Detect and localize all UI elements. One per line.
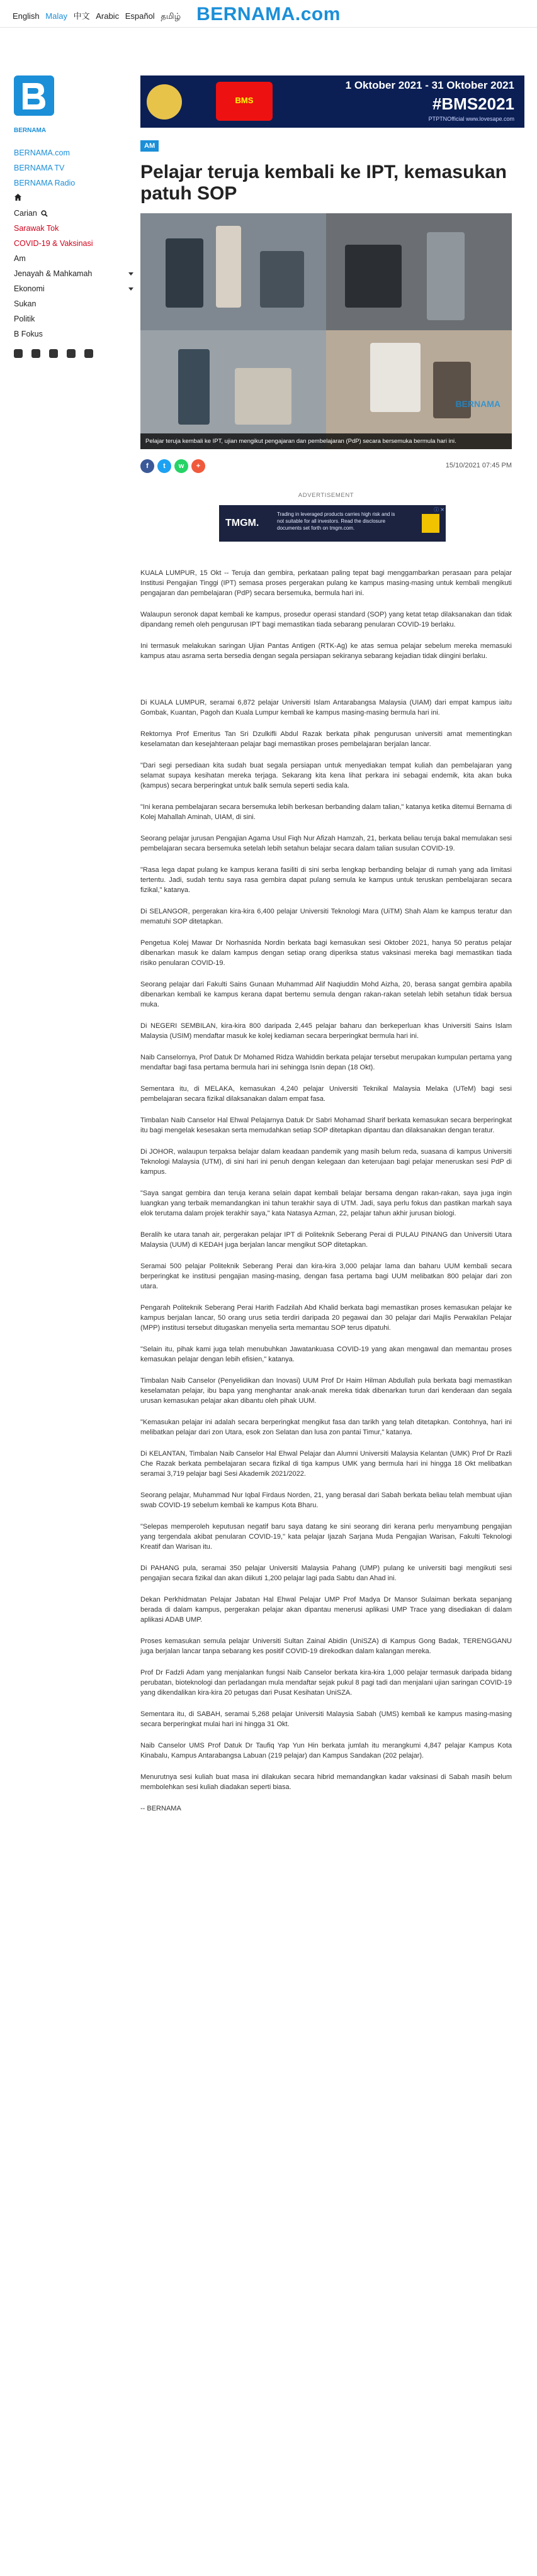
paragraph: "Kemasukan pelajar ini adalah secara berperingkat mengikut fasa dan tarikh yang telah ditetapkan. Contohnya, hari ini melibatkan pelajar dari zon Utara, esok zon Selatan dan lusa zon pantai Timur," katanya.	[140, 1419, 512, 1436]
share-more-icon[interactable]: +	[191, 459, 205, 473]
paragraph: "Selain itu, pihak kami juga telah menubuhkan Jawatankuasa COVID-19 yang akan mengawal dan memantau proses kemasukan pelajar dengan lebih efisien," katanya.	[140, 1346, 512, 1363]
paragraph: "Rasa lega dapat pulang ke kampus kerana fasiliti di sini serba lengkap berbanding belajar di rumah yang ada limitasi tertentu. Jadi, sudah tentu saya rasa gembira dapat pulang semula ke kampus untuk teruskan pembelajaran secara fizikal," katanya.	[140, 866, 512, 894]
paragraph: Proses kemasukan semula pelajar Universiti Sultan Zainal Abidin (UniSZA) di Kampus Gong Badak, TERENGGANU juga berjalan lancar tanpa sebarang kes positif COVID-19 direkodkan dalam kalangan mereka.	[140, 1637, 512, 1655]
paragraph: Di KUALA LUMPUR, seramai 6,872 pelajar Universiti Islam Antarabangsa Malaysia (UIAM) dari empat kampus iaitu Gombak, Kuantan, Pagoh dan Kuala Lumpur kembali ke kampus masing-masing bermula hari ini.	[140, 699, 512, 716]
sidebar-item-sarawak-tok[interactable]: Sarawak Tok	[14, 224, 59, 233]
paragraph: Rektornya Prof Emeritus Tan Sri Dzulkifli Abdul Razak berkata pihak pengurusan universiti amat mementingkan keselamatan dan kesejahteraan pelajar bagi memastikan proses pembelajaran berjalan lancar.	[140, 730, 512, 748]
chevron-down-icon	[128, 272, 133, 276]
article-body	[140, 568, 512, 1814]
paragraph: Seorang pelajar dari Fakulti Sains Gunaan Muhammad Alif Naqiuddin Mohd Aizha, 20, berasa sangat gembira apabila dibenarkan kembali ke kampus kerana dapat bertemu semula dengan rakan-rakan setelah lebih setahun tidak bersua muka.	[140, 981, 512, 1008]
paragraph: Menurutnya sesi kuliah buat masa ini dilakukan secara hibrid memandangkan kadar vaksinasi di Sabah masih belum membolehkan sesi kuliah diadakan seperti biasa.	[140, 1773, 512, 1791]
paragraph: Di KELANTAN, Timbalan Naib Canselor Hal Ehwal Pelajar dan Alumni Universiti Malaysia Kelantan (UMK) Prof Dr Razli Che Razak berkata pembelajaran secara fizikal di tiga kampus UMK yang bermula hari ini hingga 18 Okt melibatkan seramai 3,719 pelajar bagi Sesi Akademik 2021/2022.	[140, 1450, 512, 1478]
twitter-icon[interactable]	[31, 349, 40, 358]
lang-chinese[interactable]: 中文	[73, 11, 90, 21]
top-bar	[0, 0, 537, 28]
paragraph: Pengarah Politeknik Seberang Perai Harith Fadzilah Abd Khalid berkata bagi memastikan proses kemasukan pelajar ke kampus berjalan lancar, 50 orang urus setia terdiri daripada 20 pegawai dan 30 pelajar dari Majlis Perwakilan Pelajar (MPP) institusi tersebut ditugaskan menyelia serta memantau SOP terus dipatuhi.	[140, 1304, 512, 1332]
main-content	[140, 75, 524, 1825]
share-buttons	[140, 459, 205, 473]
paragraph: "Dari segi persediaan kita sudah buat segala persiapan untuk menyediakan tempat kuliah dan pembelajaran yang selamat supaya kesihatan mereka terjaga. Sekarang kita kena lihat perkara ini sebagai endemik, kita akan buka (kampus) secara berperingkat untuk balik semula seperti sedia kala.	[140, 762, 512, 789]
sidebar-item-b-fokus[interactable]: B Fokus	[14, 330, 43, 338]
sidebar-link-bernama-com[interactable]: BERNAMA.com	[14, 148, 70, 157]
paragraph: Prof Dr Fadzli Adam yang menjalankan fungsi Naib Canselor berkata kira-kira 1,000 pelajar termasuk daripada bidang perubatan, bioteknologi dan perladangan mula mendaftar sejak pukul 8 pagi tadi dan menjalani ujian saringan COVID-19 yang dikendalikan kira-kira 20 petugas dari Pusat Kesihatan UniSZA.	[140, 1669, 512, 1697]
sidebar-item-covid-vaksinasi[interactable]: COVID-19 & Vaksinasi	[14, 239, 93, 248]
lang-spanish[interactable]: Español	[125, 11, 155, 21]
paragraph: Sementara itu, di MELAKA, kemasukan 4,240 pelajar Universiti Teknikal Malaysia Melaka (UTeM) bagi sesi pembelajaran secara fizikal dilaksanakan dalam empat fasa.	[140, 1085, 512, 1103]
paragraph: Di NEGERI SEMBILAN, kira-kira 800 daripada 2,445 pelajar baharu dan berkeperluan khas Universiti Sains Islam Malaysia (USIM) mendaftar masuk ke kolej kediaman secara berperingkat bermula hari ini.	[140, 1022, 512, 1040]
sidebar-link-bernama-radio[interactable]: BERNAMA Radio	[14, 179, 76, 187]
lang-english[interactable]: English	[13, 11, 40, 21]
paragraph: "Selepas memperoleh keputusan negatif baru saya datang ke sini seorang diri kerana perlu menyambung pengajian yang tergendala akibat penularan COVID-19," kata pelajar Ijazah Sarjana Muda Pengajian Warisan, Fakulti Teknologi Kreatif dan Warisan itu.	[140, 1523, 512, 1551]
photo-quadrant-4	[326, 330, 512, 449]
sidebar-nav	[14, 145, 133, 342]
share-twitter-icon[interactable]: t	[157, 459, 171, 473]
sidebar	[14, 75, 133, 358]
instagram-icon[interactable]	[49, 349, 58, 358]
byline: -- BERNAMA	[140, 1805, 181, 1812]
ad-banner-top[interactable]	[140, 75, 524, 128]
home-icon[interactable]	[14, 191, 133, 206]
search-icon	[41, 210, 48, 217]
photo-quadrant-2	[326, 213, 512, 330]
ad-flag-icon	[422, 514, 439, 533]
sidebar-item-sukan[interactable]: Sukan	[14, 299, 37, 308]
logo-text: BERNAMA	[14, 127, 47, 134]
article-photo[interactable]	[140, 213, 512, 449]
advertisement-label: ADVERTISEMENT	[298, 492, 354, 499]
facebook-icon[interactable]	[14, 349, 23, 358]
article-date: 15/10/2021 07:45 PM	[445, 462, 512, 469]
paragraph: Timbalan Naib Canselor (Penyelidikan dan Inovasi) UUM Prof Dr Haim Hilman Abdullah pula berkata bagi memastikan keselamatan pelajar, ibu bapa yang menghantar anak-anak mereka tidak dibenarkan turun dari kenderaan dan segala urusan kemasukan pelajar akan dibantu oleh pihak UUM.	[140, 1377, 512, 1405]
ad-text: Trading in leveraged products carries high risk and is not suitable for all investors. Read the disclosure documents set forth on tmgm.com.	[277, 511, 395, 531]
category-badge[interactable]: AM	[140, 140, 159, 152]
photo-caption: Pelajar teruja kembali ke IPT, ujian mengikut pengajaran dan pembelajaran (PdP) secara bersemuka bermula hari ini.	[140, 433, 512, 449]
sidebar-item-label: Jenayah & Mahkamah	[14, 269, 93, 278]
paragraph: Timbalan Naib Canselor Hal Ehwal Pelajarnya Datuk Dr Sabri Mohamad Sharif berkata kemasukan secara berperingkat itu bagi mengelak kesesakan serta memudahkan setiap SOP ditetapkan dipantau dan dilaksanakan dengan teratur.	[140, 1117, 512, 1134]
ad-close-icon[interactable]: ⓘ ✕	[434, 507, 444, 513]
photo-watermark: BERNAMA	[455, 399, 500, 409]
ad-logo: TMGM.	[225, 518, 259, 528]
sidebar-item-politik[interactable]: Politik	[14, 315, 35, 323]
banner-event-badge: BMS	[216, 82, 273, 121]
lang-tamil[interactable]: தமிழ்	[161, 11, 181, 21]
chevron-down-icon	[128, 287, 133, 291]
sidebar-link-bernama-tv[interactable]: BERNAMA TV	[14, 164, 65, 172]
article-title: Pelajar teruja kembali ke IPT, kemasukan patuh SOP	[140, 162, 507, 204]
paragraph: Naib Canselornya, Prof Datuk Dr Mohamed Ridza Wahiddin berkata pelajar tersebut merupakan kumpulan pertama yang mendaftar bagi fasa pertama bermula hari ini sehingga Isnin depan (18 Okt).	[140, 1054, 512, 1071]
share-row	[140, 459, 512, 474]
paragraph: Di JOHOR, walaupun terpaksa belajar dalam keadaan pandemik yang masih belum reda, suasana di kampus Universiti Teknologi Malaysia (UTM), di sini hari ini penuh dengan kelegaan dan keterujaan bagi pelajar meneruskan sesi PdP di kampus.	[140, 1148, 512, 1176]
sidebar-search[interactable]	[14, 206, 133, 221]
lang-arabic[interactable]: Arabic	[96, 11, 120, 21]
social-links	[14, 349, 133, 358]
paragraph: Beralih ke utara tanah air, pergerakan pelajar IPT di Politeknik Seberang Perai di PULAU PINANG dan Universiti Utara Malaysia (UUM) di KEDAH juga berjalan lancar mengikut SOP ditetapkan.	[140, 1231, 512, 1249]
paragraph: "Saya sangat gembira dan teruja kerana selain dapat kembali belajar bersama dengan rakan-rakan, saya juga ingin luangkan yang terbaik memandangkan ini tahun terakhir saya di UTM. Jadi, saya perlu fokus dan pastikan markah saya elok terutama dalam projek terakhir saya," kata Natasya Azman, 22, pelajar tahun akhir jurusan biologi.	[140, 1190, 512, 1217]
rss-icon[interactable]	[84, 349, 93, 358]
banner-date-range: 1 Oktober 2021 - 31 Oktober 2021	[345, 79, 514, 91]
paragraph: "Ini kerana pembelajaran secara bersemuka lebih berkesan berbanding dalam talian," katanya ketika ditemui Bernama di Kolej Mahallah Aminah, UIAM, di sini.	[140, 803, 512, 821]
paragraph: Seorang pelajar, Muhammad Nur Iqbal Firdaus Norden, 21, yang berasal dari Sabah berkata beliau telah membuat ujian swab COVID-19 sebelum kembali ke kampus Kota Bharu.	[140, 1492, 512, 1509]
share-facebook-icon[interactable]: f	[140, 459, 154, 473]
youtube-icon[interactable]	[67, 349, 76, 358]
photo-quadrant-3	[140, 330, 326, 449]
search-label: Carian	[14, 209, 37, 218]
paragraph: Dekan Perkhidmatan Pelajar Jabatan Hal Ehwal Pelajar UMP Prof Madya Dr Mansor Sulaiman berkata sepanjang berada di dalam kampus, pergerakan pelajar akan dipantau menerusi aplikasi UMP Trace yang disediakan di dalam aplikasi ADAB UMP.	[140, 1596, 512, 1624]
paragraph: Walaupun seronok dapat kembali ke kampus, prosedur operasi standard (SOP) yang ketat tetap dilaksanakan dan tidak dipandang remeh oleh pengurusan IPT bagi memastikan tiada sebarang penularan COVID-19 berlaku.	[140, 611, 512, 628]
photo-quadrant-1	[140, 213, 326, 330]
paragraph: Sementara itu, di SABAH, seramai 5,268 pelajar Universiti Malaysia Sabah (UMS) kembali ke kampus masing-masing secara berperingkat mulai hari ini hingga 31 Okt.	[140, 1710, 512, 1728]
paragraph: KUALA LUMPUR, 15 Okt -- Teruja dan gembira, perkataan paling tepat bagi menggambarkan perasaan para pelajar Institusi Pengajian Tinggi (IPT) semasa proses pergerakan pulang ke kampus masing-masing untuk kembali mengikuti pengajaran dan pembelajaran (PdP) secara bersemuka, bermula hari ini.	[140, 569, 512, 597]
paragraph: Ini termasuk melakukan saringan Ujian Pantas Antigen (RTK-Ag) ke atas semua pelajar sebelum mereka memasuki kampus atau asrama serta bersedia dengan segala persiapan sekiranya sebarang kejadian tidak diingini berlaku.	[140, 642, 512, 660]
ad-tmgm[interactable]	[219, 505, 446, 542]
bernama-logo[interactable]	[14, 75, 54, 126]
lang-malay[interactable]: Malay	[45, 11, 67, 21]
paragraph: Di PAHANG pula, seramai 350 pelajar Universiti Malaysia Pahang (UMP) pulang ke universiti bagi mengikuti sesi pengajian secara fizikal dan akan diikuti 1,200 pelajar lagi pada Sabtu dan Ahad ini.	[140, 1564, 512, 1582]
sidebar-item-label: Ekonomi	[14, 284, 45, 293]
banner-hashtag: #BMS2021	[432, 94, 514, 113]
paragraph: Seorang pelajar jurusan Pengajian Agama Usul Fiqh Nur Afizah Hamzah, 21, berkata beliau teruja bakal memulakan sesi pembelajaran secara bersemuka setelah lebih setahun belajar secara dalam talian susulan COVID-19.	[140, 835, 512, 852]
site-brand[interactable]: BERNAMA.com	[196, 4, 341, 25]
paragraph: Pengetua Kolej Mawar Dr Norhasnida Nordin berkata bagi kemasukan sesi Oktober 2021, hanya 50 peratus pelajar dibenarkan masuk ke dalam kampus dengan setiap orang diperiksa status vaksinasi mereka bagi memastikan tiada risiko penularan COVID-19.	[140, 939, 512, 967]
sidebar-item-am[interactable]: Am	[14, 254, 26, 263]
banner-emblem-icon	[147, 84, 182, 120]
paragraph: Di SELANGOR, pergerakan kira-kira 6,400 pelajar Universiti Teknologi Mara (UiTM) Shah Alam ke kampus teratur dan mematuhi SOP ditetapkan.	[140, 908, 512, 925]
sidebar-item-ekonomi[interactable]	[14, 281, 133, 296]
banner-url: PTPTNOfficial www.lovesape.com	[428, 116, 514, 122]
sidebar-item-jenayah-mahkamah[interactable]	[14, 266, 133, 281]
share-whatsapp-icon[interactable]: w	[174, 459, 188, 473]
paragraph: Seramai 500 pelajar Politeknik Seberang Perai dan kira-kira 3,000 pelajar lama dan baharu UUM kembali secara berperingkat ke institusi pengajian masing-masing, dengan fasa pertama bagi UUM melibatkan 800 pelajar dari zon utara.	[140, 1263, 512, 1290]
paragraph: Naib Canselor UMS Prof Datuk Dr Taufiq Yap Yun Hin berkata jumlah itu merangkumi 4,847 pelajar Kampus Kota Kinabalu, Kampus Antarabangsa Labuan (219 pelajar) dan Kampus Sandakan (202 pelajar).	[140, 1742, 512, 1759]
